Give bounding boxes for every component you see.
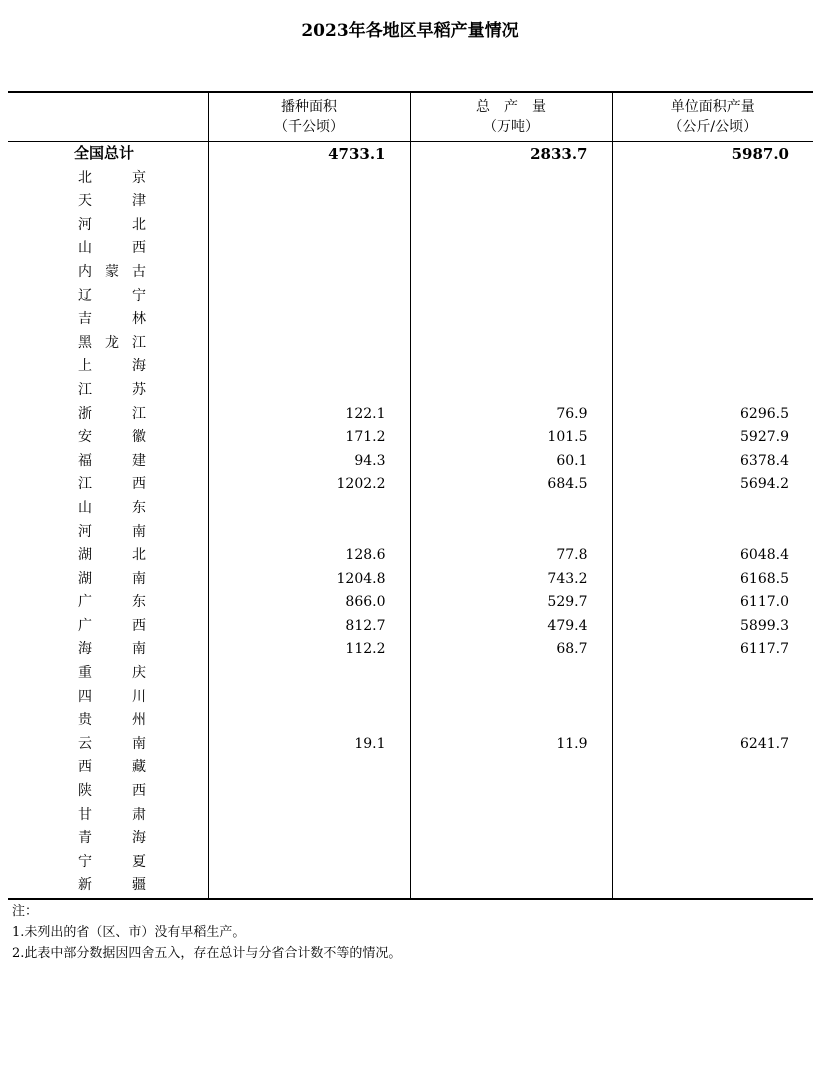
table-row (8, 167, 813, 191)
total-name-cell (8, 142, 208, 167)
region-cell (8, 521, 208, 545)
table-row (8, 521, 813, 545)
table-row (8, 804, 813, 828)
total-yield: 5987.0 (612, 142, 813, 167)
region-name: 青海 (78, 830, 146, 847)
yield-cell (612, 827, 813, 851)
sown-area-cell (208, 851, 410, 875)
total-output-cell: 743.2 (410, 568, 612, 592)
header-total-output (410, 92, 612, 142)
footnotes (12, 901, 401, 964)
header-total-output-title: 总 产 量 (476, 99, 546, 115)
region-name: 西藏 (78, 759, 146, 776)
total-output-cell (410, 662, 612, 686)
total-output-cell: 684.5 (410, 473, 612, 497)
yield-cell (612, 332, 813, 356)
yield-cell (612, 190, 813, 214)
table-row (8, 332, 813, 356)
sown-area-cell: 1202.2 (208, 473, 410, 497)
yield-cell (612, 355, 813, 379)
header-total-output-unit: （万吨） (483, 119, 539, 135)
region-cell (8, 379, 208, 403)
header-sown-area-title: 播种面积 (281, 99, 337, 115)
region-cell (8, 756, 208, 780)
total-output-cell: 479.4 (410, 615, 612, 639)
total-output-cell: 77.8 (410, 544, 612, 568)
region-name: 河北 (78, 216, 146, 233)
total-output-cell: 60.1 (410, 450, 612, 474)
total-output-cell (410, 261, 612, 285)
yield-cell (612, 167, 813, 191)
yield-cell (612, 285, 813, 309)
total-output-cell (410, 804, 612, 828)
region-name: 北京 (78, 169, 146, 186)
total-output-cell (410, 756, 612, 780)
yield-cell: 6048.4 (612, 544, 813, 568)
table-row (8, 591, 813, 615)
sown-area-cell (208, 190, 410, 214)
table-row (8, 355, 813, 379)
yield-cell (612, 804, 813, 828)
region-name: 山东 (78, 499, 146, 516)
yield-cell: 6296.5 (612, 403, 813, 427)
region-cell (8, 615, 208, 639)
region-name: 天津 (78, 193, 146, 210)
sown-area-cell (208, 214, 410, 238)
sown-area-cell (208, 756, 410, 780)
region-name: 贵州 (78, 712, 146, 729)
table-row (8, 638, 813, 662)
region-cell (8, 237, 208, 261)
sown-area-cell (208, 308, 410, 332)
sown-area-cell (208, 662, 410, 686)
header-sown-area (208, 92, 410, 142)
table-row (8, 308, 813, 332)
table-row (8, 497, 813, 521)
header-region (8, 92, 208, 142)
total-output-cell: 529.7 (410, 591, 612, 615)
yield-cell (612, 261, 813, 285)
region-cell (8, 426, 208, 450)
sown-area-cell: 866.0 (208, 591, 410, 615)
region-name: 安徽 (78, 429, 146, 446)
region-cell (8, 190, 208, 214)
region-name: 黑龙江 (78, 334, 146, 351)
sown-area-cell: 122.1 (208, 403, 410, 427)
table-row (8, 261, 813, 285)
yield-cell: 6378.4 (612, 450, 813, 474)
yield-cell: 6117.0 (612, 591, 813, 615)
total-output-cell (410, 237, 612, 261)
total-output-cell (410, 497, 612, 521)
region-cell (8, 804, 208, 828)
yield-cell (612, 780, 813, 804)
yield-cell: 6241.7 (612, 733, 813, 757)
total-name: 全国总计 (74, 144, 135, 162)
region-cell (8, 403, 208, 427)
yield-cell (612, 379, 813, 403)
table-row (8, 214, 813, 238)
header-yield-title: 单位面积产量 (670, 99, 755, 115)
region-cell (8, 780, 208, 804)
production-table (8, 91, 813, 900)
region-name: 云南 (78, 735, 146, 752)
sown-area-cell (208, 780, 410, 804)
table-row (8, 686, 813, 710)
total-output-cell (410, 332, 612, 356)
yield-cell (612, 497, 813, 521)
sown-area-cell (208, 827, 410, 851)
region-cell (8, 733, 208, 757)
region-name: 辽宁 (78, 287, 146, 304)
total-output-cell (410, 709, 612, 733)
region-name: 甘肃 (78, 806, 146, 823)
yield-cell (612, 756, 813, 780)
region-name: 新疆 (78, 877, 146, 894)
region-name: 宁夏 (78, 853, 146, 870)
total-output-cell (410, 285, 612, 309)
table-row (8, 285, 813, 309)
total-output-cell (410, 780, 612, 804)
table-row (8, 544, 813, 568)
table-row (8, 450, 813, 474)
sown-area-cell: 128.6 (208, 544, 410, 568)
header-yield-unit: （公斤/公顷） (668, 119, 758, 135)
sown-area-cell (208, 874, 410, 899)
total-output-cell: 68.7 (410, 638, 612, 662)
page-title: 2023年各地区早稻产量情况 (301, 21, 519, 41)
yield-cell (612, 686, 813, 710)
yield-cell: 5694.2 (612, 473, 813, 497)
note-2: 2.此表中部分数据因四舍五入，存在总计与分省合计数不等的情况。 (12, 946, 402, 961)
region-cell (8, 332, 208, 356)
yield-cell (612, 521, 813, 545)
yield-cell (612, 308, 813, 332)
region-cell (8, 874, 208, 899)
table-row (8, 473, 813, 497)
region-name: 江西 (78, 476, 146, 493)
region-cell (8, 473, 208, 497)
yield-cell (612, 662, 813, 686)
sown-area-cell (208, 167, 410, 191)
sown-area-cell (208, 804, 410, 828)
region-name: 浙江 (78, 405, 146, 422)
region-name: 海南 (78, 641, 146, 658)
yield-cell (612, 214, 813, 238)
table-header-row (8, 92, 813, 142)
region-cell (8, 662, 208, 686)
total-output-cell (410, 214, 612, 238)
region-cell (8, 827, 208, 851)
region-cell (8, 709, 208, 733)
region-name: 吉林 (78, 311, 146, 328)
table-row (8, 851, 813, 875)
region-name: 广东 (78, 594, 146, 611)
note-1: 1.未列出的省（区、市）没有早稻生产。 (12, 925, 246, 940)
region-cell (8, 544, 208, 568)
region-name: 上海 (78, 358, 146, 375)
region-cell (8, 355, 208, 379)
header-sown-area-unit: （千公顷） (274, 119, 344, 135)
sown-area-cell (208, 355, 410, 379)
table-row (8, 426, 813, 450)
yield-cell: 5927.9 (612, 426, 813, 450)
region-name: 湖南 (78, 570, 146, 587)
region-name: 福建 (78, 452, 146, 469)
sown-area-cell (208, 497, 410, 521)
header-yield (612, 92, 813, 142)
total-output-cell (410, 521, 612, 545)
sown-area-cell: 171.2 (208, 426, 410, 450)
sown-area-cell (208, 379, 410, 403)
table-row (8, 733, 813, 757)
table-row (8, 568, 813, 592)
region-cell (8, 167, 208, 191)
region-cell (8, 450, 208, 474)
region-cell (8, 686, 208, 710)
sown-area-cell: 1204.8 (208, 568, 410, 592)
sown-area-cell: 112.2 (208, 638, 410, 662)
yield-cell: 6117.7 (612, 638, 813, 662)
yield-cell (612, 709, 813, 733)
sown-area-cell (208, 686, 410, 710)
total-output-cell (410, 686, 612, 710)
region-cell (8, 638, 208, 662)
total-output-cell (410, 379, 612, 403)
yield-cell: 5899.3 (612, 615, 813, 639)
sown-area-cell (208, 709, 410, 733)
region-name: 四川 (78, 688, 146, 705)
sown-area-cell: 94.3 (208, 450, 410, 474)
table-row (8, 756, 813, 780)
total-output-cell: 11.9 (410, 733, 612, 757)
table-row (8, 827, 813, 851)
yield-cell: 6168.5 (612, 568, 813, 592)
sown-area-cell (208, 521, 410, 545)
table-row (8, 615, 813, 639)
region-cell (8, 568, 208, 592)
sown-area-cell (208, 237, 410, 261)
sown-area-cell (208, 332, 410, 356)
total-output-cell (410, 190, 612, 214)
total-output-cell: 76.9 (410, 403, 612, 427)
table-row (8, 190, 813, 214)
region-name: 河南 (78, 523, 146, 540)
sown-area-cell: 19.1 (208, 733, 410, 757)
region-cell (8, 591, 208, 615)
region-name: 陕西 (78, 783, 146, 800)
total-row (8, 142, 813, 167)
total-output-cell (410, 355, 612, 379)
region-name: 山西 (78, 240, 146, 257)
table-row (8, 237, 813, 261)
total-output-cell (410, 851, 612, 875)
region-cell (8, 214, 208, 238)
region-cell (8, 285, 208, 309)
table-row (8, 709, 813, 733)
total-output-cell (410, 874, 612, 899)
total-output: 2833.7 (410, 142, 612, 167)
total-output-cell: 101.5 (410, 426, 612, 450)
table-row (8, 780, 813, 804)
sown-area-cell: 812.7 (208, 615, 410, 639)
region-name: 江苏 (78, 381, 146, 398)
table-row (8, 874, 813, 899)
table-row (8, 379, 813, 403)
table-row (8, 403, 813, 427)
yield-cell (612, 851, 813, 875)
total-output-cell (410, 827, 612, 851)
table-row (8, 662, 813, 686)
yield-cell (612, 874, 813, 899)
total-area: 4733.1 (208, 142, 410, 167)
region-cell (8, 851, 208, 875)
total-output-cell (410, 167, 612, 191)
region-cell (8, 308, 208, 332)
sown-area-cell (208, 261, 410, 285)
total-output-cell (410, 308, 612, 332)
sown-area-cell (208, 285, 410, 309)
notes-label: 注： (12, 904, 39, 919)
region-cell (8, 497, 208, 521)
region-name: 广西 (78, 617, 146, 634)
table-body (8, 142, 813, 900)
region-name: 重庆 (78, 665, 146, 682)
region-cell (8, 261, 208, 285)
production-table-container (8, 91, 813, 900)
region-name: 湖北 (78, 547, 146, 564)
yield-cell (612, 237, 813, 261)
region-name: 内蒙古 (78, 263, 146, 280)
